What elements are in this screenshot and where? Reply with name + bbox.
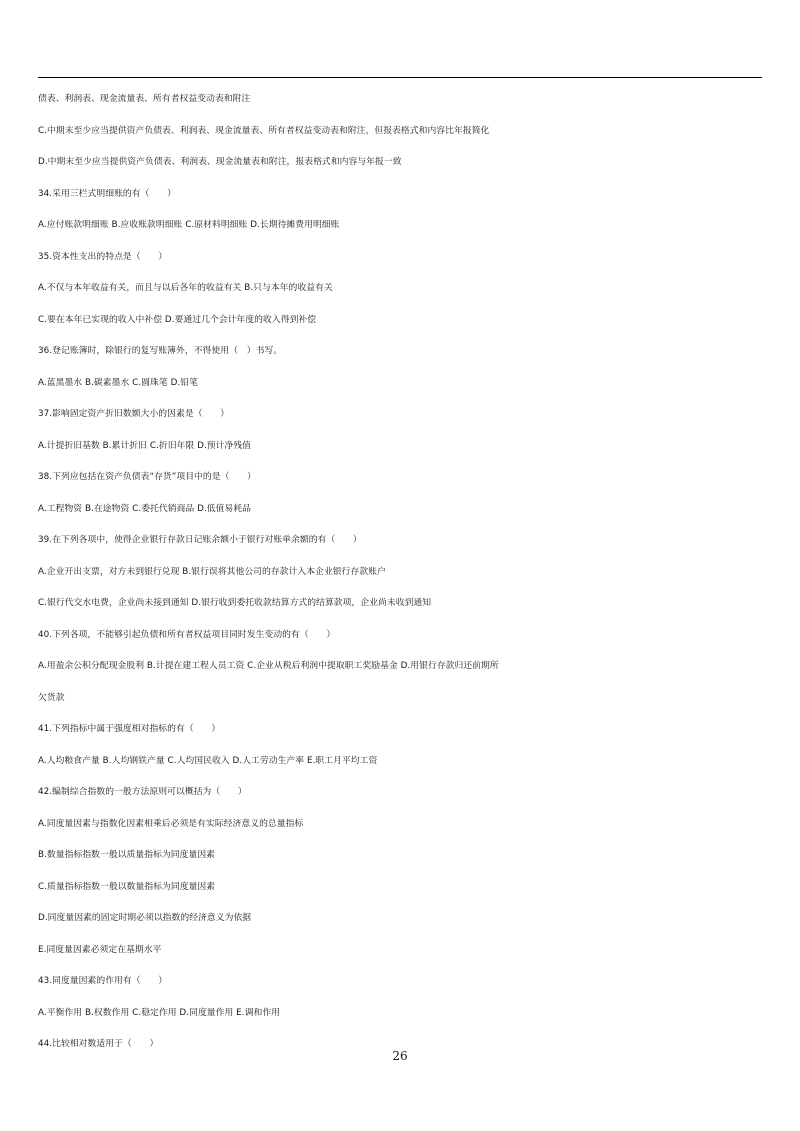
question-43: 43.同度量因素的作用有（ ） [38, 976, 168, 986]
page-number: 26 [392, 1049, 408, 1063]
question-41: 41.下列指标中属于强度相对指标的有（ ） [38, 724, 221, 734]
options-43: A.平衡作用 B.权数作用 C.稳定作用 D.同度量作用 E.调和作用 [38, 1007, 281, 1018]
option-42-a: A.同度量因素与指数化因素相乘后必须是有实际经济意义的总量指标 [38, 818, 304, 829]
header-rule [38, 77, 762, 78]
question-34: 34.采用三栏式明细账的有（ ） [38, 188, 176, 199]
options-41: A.人均粮食产量 B.人均钢铁产量 C.人均国民收入 D.人工劳动生产率 E.职工月平均工资 [38, 755, 378, 766]
question-37: 37.影响固定资产折旧数额大小的因素是（ ） [38, 409, 230, 419]
options-39: A.企业开出支票，对方未到银行兑现 B.银行误将其他公司的存款计入本企业银行存款账户 [38, 566, 386, 577]
option-42-e: E.同度量因素必须定在基期水平 [38, 944, 162, 955]
options-40: 欠货款 [38, 692, 65, 703]
text-line: 债表、利润表、现金流量表、所有者权益变动表和附注 [38, 94, 251, 104]
question-40: 40.下列各项，不能够引起负债和所有者权益项目同时发生变动的有（ ） [38, 629, 336, 640]
options-39: C.银行代交水电费，企业尚未接到通知 D.银行收到委托收款结算方式的结算款项，企业尚未收到通知 [38, 598, 432, 608]
options-36: A.蓝黑墨水 B.碳素墨水 C.圆珠笔 D.铅笔 [38, 377, 198, 388]
option-42-c: C.质量指标指数一般以数量指标为同度量因素 [38, 881, 216, 892]
options-38: A.工程物资 B.在途物资 C.委托代销商品 D.低值易耗品 [38, 503, 252, 514]
options-34: A.应付账款明细账 B.应收账款明细账 C.原材料明细账 D.长期待摊费用明细账 [38, 220, 340, 230]
options-37: A.计提折旧基数 B.累计折旧 C.折旧年限 D.预计净残值 [38, 440, 252, 451]
page-body [38, 84, 768, 1061]
option-42-b: B.数量指标指数一般以质量指标为同度量因素 [38, 850, 216, 860]
options-35: A.不仅与本年收益有关，而且与以后各年的收益有关 B.只与本年的收益有关 [38, 283, 333, 293]
question-39: 39.在下列各项中，使得企业银行存款日记账余额小于银行对账单余额的有（ ） [38, 535, 362, 545]
question-38: 38.下列应包括在资产负债表“存货”项目中的是（ ） [38, 472, 256, 482]
question-42: 42.编制综合指数的一般方法原则可以概括为（ ） [38, 787, 247, 797]
question-36: 36.登记账簿时，除银行的复写账簿外，不得使用（ ）书写。 [38, 346, 283, 356]
options-35: C.要在本年已实现的收入中补偿 D.要通过几个会计年度的收入得到补偿 [38, 314, 317, 325]
options-40: A.用盈余公积分配现金股利 B.计提在建工程人员工资 C.企业从税后利润中提取职工奖励基金 D.用银行存款归还前期所 [38, 661, 499, 671]
question-35: 35.资本性支出的特点是（ ） [38, 251, 168, 262]
text-line: C.中期末至少应当提供资产负债表、利润表、现金流量表、所有者权益变动表和附注，但报表格式和内容比年报简化 [38, 125, 490, 136]
question-44: 44.比较相对数适用于（ ） [38, 1039, 159, 1049]
option-42-d: D.同度量因素的固定时期必须以指数的经济意义为依据 [38, 913, 252, 923]
text-line: D.中期末至少应当提供资产负债表、利润表、现金流量表和附注，报表格式和内容与年报一致 [38, 157, 402, 167]
